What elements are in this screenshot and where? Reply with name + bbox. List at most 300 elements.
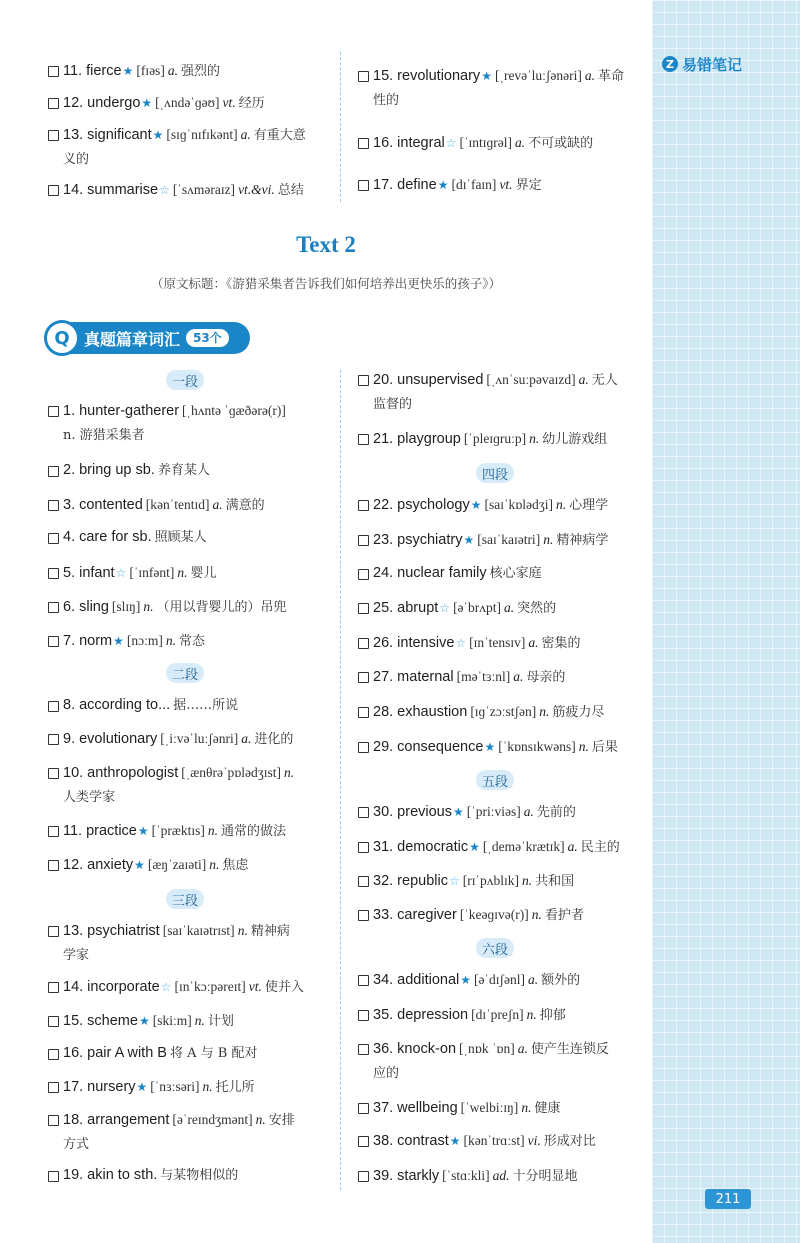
checkbox[interactable]	[358, 707, 369, 718]
entry-part-of-speech: n.	[202, 1079, 213, 1094]
vocab-entry	[48, 818, 338, 844]
vocab-entry	[358, 967, 646, 993]
entry-definition: 抑郁	[539, 1008, 566, 1023]
entry-definition: 后果	[591, 740, 618, 755]
vocab-entry	[48, 1163, 338, 1188]
entry-number: 12.	[63, 95, 84, 111]
entry-part-of-speech: vi.	[527, 1133, 541, 1148]
checkbox[interactable]	[48, 533, 59, 544]
checkbox[interactable]	[358, 180, 369, 191]
entry-phonetic: [ˈpleɪɡruːp]	[463, 431, 527, 446]
entry-text	[373, 172, 646, 198]
entry-text	[63, 58, 338, 84]
checkbox[interactable]	[48, 701, 59, 712]
vocab-entry	[358, 172, 646, 198]
entry-text	[63, 760, 338, 809]
star-outline-icon: ☆	[160, 980, 172, 994]
vocab-entry	[358, 63, 646, 112]
entry-number: 1.	[63, 403, 76, 419]
entry-phonetic: [ˌʌndəˈɡəʊ]	[155, 95, 220, 110]
entry-number: 11.	[63, 823, 83, 839]
entry-phonetic: [əˈreɪndʒmənt]	[172, 1112, 253, 1127]
entry-word: republic	[397, 873, 448, 889]
entry-definition: 将 A 与 B 配对	[169, 1046, 258, 1061]
star-icon: ★	[137, 824, 149, 838]
entry-definition: 养育某人	[157, 463, 210, 478]
entry-text	[63, 818, 338, 844]
entry-word: incorporate	[87, 979, 160, 995]
entry-number: 2.	[63, 462, 76, 478]
entry-phonetic: [kənˈtrɑːst]	[463, 1133, 525, 1148]
paragraph-tag-5: 五段	[476, 770, 514, 790]
entry-definition: 共和国	[535, 874, 575, 889]
entry-part-of-speech: a.	[212, 497, 223, 512]
entry-text	[373, 967, 646, 993]
entry-phonetic: [sɪɡˈnɪfɪkənt]	[166, 127, 238, 142]
entry-part-of-speech: a.	[527, 972, 539, 987]
entry-phonetic: [dɪˈpreʃn]	[471, 1007, 524, 1022]
entry-word: additional	[397, 972, 460, 988]
checkbox[interactable]	[358, 434, 369, 445]
entry-definition-continued: 方式	[63, 1137, 90, 1152]
entry-text	[63, 458, 338, 483]
entry-phonetic: [ˌrevəˈluːʃənəri]	[494, 68, 582, 83]
checkbox[interactable]	[48, 466, 59, 477]
entry-part-of-speech: a.	[567, 839, 578, 854]
checkbox[interactable]	[358, 603, 369, 614]
checkbox[interactable]	[48, 66, 59, 77]
entry-word: intensive	[397, 635, 455, 651]
entry-text	[63, 560, 338, 586]
checkbox[interactable]	[48, 568, 59, 579]
entry-part-of-speech: n.	[531, 907, 542, 922]
entry-number: 13.	[63, 923, 84, 939]
entry-word: maternal	[397, 669, 454, 685]
star-icon: ★	[481, 69, 492, 83]
entry-number: 15.	[373, 68, 394, 84]
vocab-entry	[48, 398, 338, 447]
column-divider-main	[340, 370, 341, 1190]
entry-text	[373, 1036, 646, 1085]
entry-phonetic: [æŋˈzaɪəti]	[147, 857, 207, 872]
entry-part-of-speech: vt.	[499, 177, 513, 192]
entry-word: consequence	[397, 739, 484, 755]
entry-text	[373, 1095, 646, 1121]
entry-phonetic: [ˈkɒnsɪkwəns]	[498, 739, 576, 754]
vocab-entry	[48, 726, 338, 752]
entry-part-of-speech: n.	[521, 873, 533, 888]
entry-definition: 界定	[515, 178, 542, 193]
section-header	[46, 322, 250, 354]
entry-text	[373, 734, 646, 760]
checkbox[interactable]	[358, 569, 369, 580]
entry-number: 12.	[63, 857, 84, 873]
star-icon: ★	[138, 1014, 150, 1028]
entry-text	[63, 122, 338, 171]
vocab-entry	[48, 560, 338, 586]
star-icon: ★	[122, 64, 134, 78]
entry-word: nursery	[87, 1079, 136, 1095]
entry-text	[63, 974, 338, 1000]
entry-number: 16.	[63, 1045, 84, 1061]
checkbox[interactable]	[48, 826, 59, 837]
entry-text	[373, 1163, 646, 1189]
entry-part-of-speech: n.	[165, 633, 177, 648]
checkbox[interactable]	[48, 406, 59, 417]
entry-part-of-speech: n.	[543, 532, 554, 547]
vocab-entry	[358, 1128, 646, 1154]
checkbox[interactable]	[358, 500, 369, 511]
vocab-entry	[358, 799, 646, 825]
entry-text	[63, 1074, 338, 1100]
magnifier-icon: Q	[44, 320, 80, 356]
star-icon: ★	[470, 498, 482, 512]
entry-word: democratic	[397, 839, 469, 855]
checkbox[interactable]	[358, 910, 369, 921]
entry-phonetic: [ˈkeəɡɪvə(r)]	[459, 907, 529, 922]
vocab-entry	[358, 1036, 646, 1085]
vocab-entry	[48, 1107, 338, 1156]
entry-number: 25.	[373, 600, 394, 616]
entry-definition: 精神病	[250, 924, 290, 939]
entry-text	[373, 426, 646, 452]
star-icon: ★	[136, 1080, 148, 1094]
vocab-entry	[48, 918, 338, 967]
entry-number: 8.	[63, 697, 76, 713]
entry-number: 28.	[373, 704, 394, 720]
entry-text	[63, 492, 338, 518]
section-label: 真题篇章词汇	[84, 329, 181, 349]
entry-text	[373, 630, 646, 656]
checkbox[interactable]	[48, 130, 59, 141]
entry-word: significant	[87, 127, 152, 143]
entry-definition: 心理学	[569, 498, 609, 513]
vocab-entry	[48, 1041, 338, 1066]
entry-phonetic: [dɪˈfaɪn]	[451, 177, 497, 192]
checkbox[interactable]	[358, 375, 369, 386]
entry-word: depression	[397, 1007, 469, 1023]
entry-definition-continued: 人类学家	[63, 790, 116, 805]
entry-text	[373, 1002, 646, 1028]
entry-word: evolutionary	[79, 731, 158, 747]
checkbox[interactable]	[48, 926, 59, 937]
entry-number: 31.	[373, 839, 394, 855]
entry-number: 20.	[373, 372, 394, 388]
entry-text	[373, 561, 646, 586]
entry-number: 15.	[63, 1013, 84, 1029]
checkbox[interactable]	[48, 636, 59, 647]
entry-definition-continued: n. 游猎采集者	[63, 428, 145, 443]
entry-word: wellbeing	[397, 1100, 458, 1116]
star-icon: ★	[469, 840, 480, 854]
entry-part-of-speech: a.	[517, 1041, 528, 1056]
entry-phonetic: [ˈwelbiːɪŋ]	[460, 1100, 519, 1115]
entry-word: nuclear family	[397, 565, 487, 581]
checkbox[interactable]	[358, 742, 369, 753]
entry-word: contented	[79, 497, 143, 513]
entry-definition: 托儿所	[215, 1080, 255, 1095]
entry-word: pair A with B	[87, 1045, 167, 1061]
entry-definition: 革命	[598, 69, 625, 84]
vocab-entry	[358, 595, 646, 621]
column-divider-top	[340, 52, 341, 202]
entry-definition: 满意的	[225, 498, 265, 513]
entry-number: 33.	[373, 907, 394, 923]
paragraph-tag-1: 一段	[166, 370, 204, 390]
entry-number: 6.	[63, 599, 76, 615]
entry-definition: 使产生连锁反	[530, 1042, 609, 1057]
entry-phonetic: [ˌiːvəˈluːʃənri]	[160, 731, 239, 746]
checkbox[interactable]	[48, 500, 59, 511]
star-icon: ★	[460, 973, 472, 987]
entry-number: 34.	[373, 972, 394, 988]
entry-word: define	[397, 177, 437, 193]
entry-definition: 无人	[591, 373, 618, 388]
vocab-entry	[358, 868, 646, 894]
entry-word: care for sb.	[79, 529, 152, 545]
entry-word: anthropologist	[87, 765, 179, 781]
entry-definition-continued: 应的	[373, 1066, 400, 1081]
checkbox[interactable]	[48, 1082, 59, 1093]
entry-text	[63, 1163, 338, 1188]
entry-word: integral	[397, 135, 445, 151]
entry-definition-continued: 义的	[63, 152, 90, 167]
entry-word: according to...	[79, 697, 171, 713]
checkbox[interactable]	[358, 1010, 369, 1021]
entry-part-of-speech: n.	[284, 765, 295, 780]
checkbox[interactable]	[358, 876, 369, 887]
entry-phonetic: [ˈstɑːkli]	[442, 1168, 490, 1183]
entry-definition: 筋疲力尽	[552, 705, 605, 720]
entry-number: 24.	[373, 565, 394, 581]
entry-definition: 精神病学	[556, 533, 609, 548]
checkbox[interactable]	[48, 185, 59, 196]
entry-word: exhaustion	[397, 704, 468, 720]
entry-part-of-speech: a.	[240, 127, 251, 142]
star-icon: ★	[134, 858, 145, 872]
checkbox[interactable]	[358, 842, 369, 853]
entry-text	[373, 799, 646, 825]
star-outline-icon: ☆	[115, 566, 127, 580]
entry-text	[63, 398, 338, 447]
vocab-entry	[358, 1095, 646, 1121]
entry-number: 37.	[373, 1100, 394, 1116]
checkbox[interactable]	[48, 734, 59, 745]
checkbox[interactable]	[358, 1103, 369, 1114]
entry-word: arrangement	[87, 1112, 170, 1128]
star-outline-icon: ☆	[445, 136, 457, 150]
entry-word: caregiver	[397, 907, 457, 923]
paragraph-tag-4: 四段	[476, 463, 514, 483]
checkbox[interactable]	[48, 98, 59, 109]
checkbox[interactable]	[358, 535, 369, 546]
vocab-entry	[48, 594, 338, 620]
entry-part-of-speech: n.	[207, 823, 219, 838]
checkbox[interactable]	[358, 975, 369, 986]
entry-number: 32.	[373, 873, 394, 889]
entry-part-of-speech: n.	[237, 923, 248, 938]
vocab-entry	[358, 561, 646, 586]
vocab-entry	[48, 760, 338, 809]
vocab-entry	[48, 693, 338, 718]
entry-text	[63, 90, 338, 116]
checkbox[interactable]	[358, 807, 369, 818]
entry-number: 9.	[63, 731, 76, 747]
entry-definition: 突然的	[517, 601, 557, 616]
entry-part-of-speech: a.	[241, 731, 252, 746]
checkbox[interactable]	[48, 1016, 59, 1027]
entry-definition: 不可或缺的	[528, 136, 594, 151]
entry-word: hunter-gatherer	[79, 403, 180, 419]
entry-word: contrast	[397, 1133, 449, 1149]
entry-part-of-speech: n.	[539, 704, 550, 719]
entry-definition: 额外的	[541, 973, 581, 988]
entry-phonetic: [saɪˈkaɪətrɪst]	[162, 923, 235, 938]
vocab-entry	[358, 902, 646, 928]
entry-phonetic: [ɪnˈkɔːpəreɪt]	[174, 979, 246, 994]
entry-definition: 有重大意	[253, 128, 306, 143]
entry-definition: 经历	[238, 96, 265, 111]
entry-number: 10.	[63, 765, 84, 781]
entry-text	[63, 1107, 338, 1156]
vocab-entry	[48, 1074, 338, 1100]
checkbox[interactable]	[48, 602, 59, 613]
entry-number: 22.	[373, 497, 394, 513]
entry-phonetic: [ˌhʌntə ˈɡæðərə(r)]	[182, 403, 286, 418]
checkbox[interactable]	[358, 672, 369, 683]
entry-number: 17.	[63, 1079, 84, 1095]
checkbox[interactable]	[358, 1171, 369, 1182]
entry-phonetic: [ˈpræktɪs]	[151, 823, 205, 838]
entry-part-of-speech: n.	[143, 599, 154, 614]
entry-part-of-speech: a.	[523, 804, 534, 819]
checkbox[interactable]	[358, 1136, 369, 1147]
page-number: 211	[705, 1189, 751, 1209]
checkbox[interactable]	[358, 638, 369, 649]
error-notes-heading	[662, 52, 742, 76]
entry-word: playgroup	[397, 431, 461, 447]
entry-number: 23.	[373, 532, 394, 548]
star-outline-icon: ☆	[439, 601, 451, 615]
entry-number: 14.	[63, 182, 84, 198]
entry-part-of-speech: a.	[514, 135, 526, 150]
entry-part-of-speech: n.	[556, 497, 567, 512]
entry-part-of-speech: a.	[584, 68, 596, 83]
checkbox[interactable]	[358, 138, 369, 149]
entry-definition: （用以背婴儿的）吊兜	[156, 600, 287, 615]
entry-number: 38.	[373, 1133, 394, 1149]
entry-part-of-speech: a.	[167, 63, 178, 78]
error-notes-label: 易错笔记	[682, 55, 743, 74]
entry-definition: 看护者	[544, 908, 584, 923]
entry-word: summarise	[87, 182, 159, 198]
entry-part-of-speech: ad.	[492, 1168, 510, 1183]
entry-number: 4.	[63, 529, 76, 545]
entry-part-of-speech: n.	[521, 1100, 532, 1115]
entry-number: 19.	[63, 1167, 84, 1183]
text-title: Text 2	[296, 232, 356, 257]
entry-text	[63, 594, 338, 620]
entry-definition: 常态	[179, 634, 206, 649]
entry-number: 13.	[63, 127, 84, 143]
entry-word: scheme	[87, 1013, 138, 1029]
entry-word: undergo	[87, 95, 141, 111]
entry-phonetic: [ˈɪntɪɡrəl]	[459, 135, 512, 150]
entry-definition: 总结	[277, 183, 304, 198]
entry-definition: 安排	[268, 1113, 295, 1128]
entry-text	[63, 852, 338, 878]
entry-phonetic: [saɪˈkaɪətri]	[477, 532, 541, 547]
original-title-note: （原文标题：《游猎采集者告诉我们如何培养出更快乐的孩子》）	[150, 276, 501, 291]
entry-word: akin to sth.	[87, 1167, 158, 1183]
entry-part-of-speech: n.	[209, 857, 220, 872]
star-icon: ★	[463, 533, 475, 547]
entry-word: psychiatrist	[87, 923, 160, 939]
entry-part-of-speech: vt.	[248, 979, 262, 994]
entry-part-of-speech: vt.&vi.	[238, 182, 275, 197]
vocab-entry	[358, 699, 646, 725]
entry-number: 39.	[373, 1168, 394, 1184]
star-icon: ★	[152, 128, 164, 142]
checkbox[interactable]	[48, 1049, 59, 1060]
star-outline-icon: ☆	[159, 183, 170, 197]
entry-definition: 密集的	[541, 636, 581, 651]
vocab-entry	[358, 630, 646, 656]
entry-phonetic: [ɪnˈtensɪv]	[469, 635, 526, 650]
checkbox[interactable]	[48, 768, 59, 779]
vocab-entry	[48, 58, 338, 84]
entry-definition: 先前的	[536, 805, 576, 820]
entry-word: infant	[79, 565, 115, 581]
entry-definition: 民主的	[580, 840, 620, 855]
entry-word: norm	[79, 633, 113, 649]
entry-phonetic: [ˈpriːviəs]	[466, 804, 521, 819]
entry-number: 5.	[63, 565, 76, 581]
checkbox[interactable]	[48, 1171, 59, 1182]
entry-word: anxiety	[87, 857, 134, 873]
entry-definition: 照顾某人	[154, 530, 207, 545]
entry-text	[63, 1041, 338, 1066]
entry-definition: 健康	[534, 1101, 561, 1116]
entry-text	[373, 834, 646, 860]
entry-word: previous	[397, 804, 452, 820]
checkbox[interactable]	[358, 1044, 369, 1055]
checkbox[interactable]	[48, 982, 59, 993]
entry-phonetic: [kənˈtentɪd]	[145, 497, 210, 512]
star-icon: ★	[141, 96, 153, 110]
checkbox[interactable]	[48, 1115, 59, 1126]
entry-definition: 通常的做法	[221, 824, 287, 839]
entry-number: 26.	[373, 635, 394, 651]
vocab-entry	[48, 525, 338, 550]
entry-text	[373, 367, 646, 416]
entry-phonetic: [əˈbrʌpt]	[453, 600, 502, 615]
entry-text	[373, 699, 646, 725]
checkbox[interactable]	[358, 71, 369, 82]
entry-number: 17.	[373, 177, 394, 193]
entry-part-of-speech: a.	[528, 635, 539, 650]
entry-phonetic: [ˈnɜːsəri]	[150, 1079, 200, 1094]
vocab-entry	[48, 492, 338, 518]
checkbox[interactable]	[48, 860, 59, 871]
entry-text	[373, 63, 646, 112]
entry-text	[63, 693, 338, 718]
entry-number: 21.	[373, 431, 394, 447]
entry-text	[63, 1008, 338, 1034]
entry-text	[63, 918, 338, 967]
vocab-entry	[358, 1163, 646, 1189]
entry-phonetic: [ˌʌnˈsuːpəvaɪzd]	[486, 372, 576, 387]
